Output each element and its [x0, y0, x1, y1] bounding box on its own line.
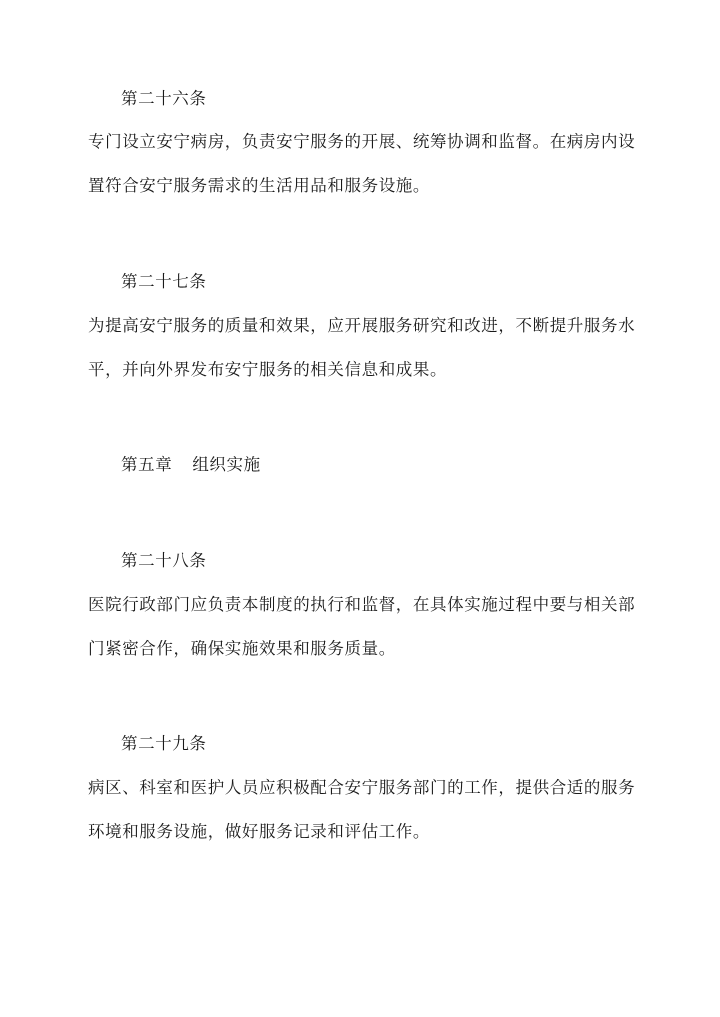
chapter-heading — [121, 454, 681, 476]
article-28-line-2: 门紧密合作，确保实施效果和服务质量。 — [88, 639, 396, 658]
chapter-number: 第五章 — [121, 455, 173, 474]
chapter-title: 组织实施 — [192, 455, 261, 474]
article-26-line-1: 专门设立安宁病房，负责安宁服务的开展、统筹协调和监督。在病房内设 — [88, 132, 636, 151]
article-27-line-1: 为提高安宁服务的质量和效果，应开展服务研究和改进，不断提升服务水 — [88, 316, 636, 335]
article-29-heading: 第二十九条 — [121, 734, 207, 753]
article-27-line-2: 平，并向外界发布安宁服务的相关信息和成果。 — [88, 360, 448, 379]
article-28-line-1: 医院行政部门应负责本制度的执行和监督，在具体实施过程中要与相关部 — [88, 595, 636, 614]
article-28-heading: 第二十八条 — [121, 551, 207, 570]
article-26-heading: 第二十六条 — [121, 89, 207, 108]
article-29-line-1: 病区、科室和医护人员应积极配合安宁服务部门的工作，提供合适的服务 — [88, 778, 636, 797]
article-29-line-2: 环境和服务设施，做好服务记录和评估工作。 — [88, 822, 430, 841]
article-27-heading: 第二十七条 — [121, 272, 207, 291]
article-26-line-2: 置符合安宁服务需求的生活用品和服务设施。 — [88, 176, 430, 195]
